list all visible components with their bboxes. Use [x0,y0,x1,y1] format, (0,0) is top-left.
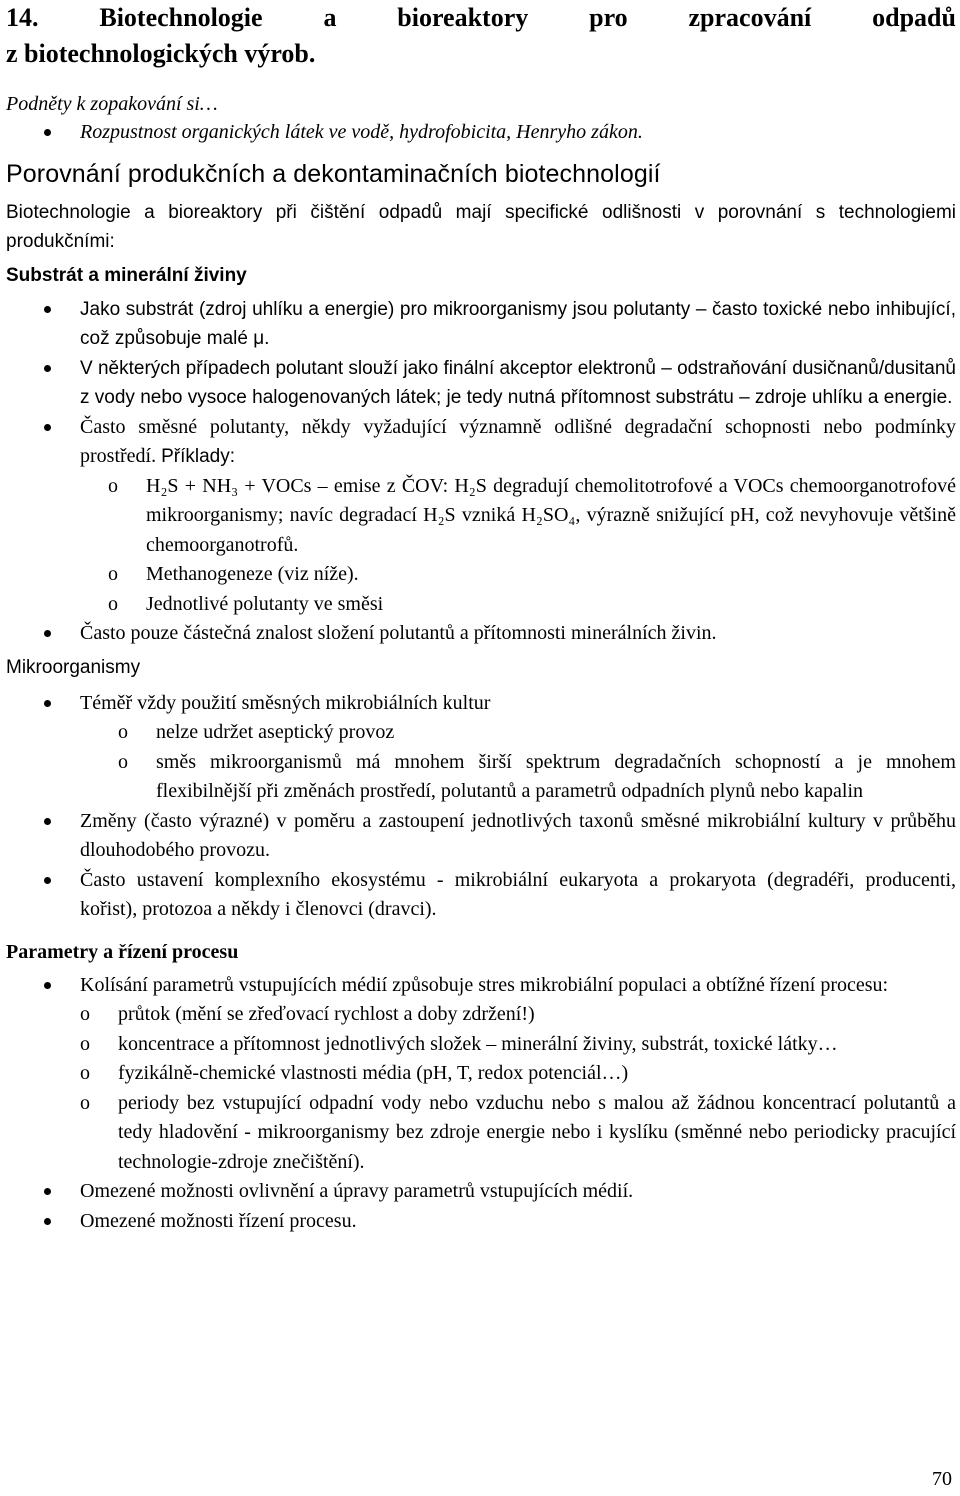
list-item: Často pouze částečná znalost složení polutantů a přítomnosti minerálních živin. [6,619,956,649]
list-item: Omezené možnosti řízení procesu. [6,1207,956,1237]
list-marker: o [80,1091,90,1114]
sub-item [6,1089,956,1178]
mikro-sub-list [80,718,956,807]
sub-item-text: Methanogeneze (viz níže). [146,563,359,585]
chapter-title [6,0,956,72]
title-word: Biotechnologie [99,3,263,32]
sub-item [80,590,956,620]
list-item-text: Často směsné polutanty, někdy vyžadující významně odlišné degradační schopnosti nebo podmínky prostředí. [80,415,956,467]
list-marker: o [118,721,128,743]
subsection-heading-mikro: Mikroorganismy [6,656,141,678]
list-item [6,413,956,620]
list-item: Často ustavení komplexního ekosystému - mikrobiální eukaryota a prokaryota (degradéři, producenti, kořist), protozoa a někdy i členovci (dravci). [6,866,956,925]
review-heading: Podněty k zopakování si… [6,93,218,115]
list-item: Změny (často výrazné) v poměru a zastoupení jednotlivých taxonů směsné mikrobiální kultury v průběhu dlouhodobého provozu. [6,807,956,866]
sub-item-text: periody bez vstupující odpadní vody nebo vzduchu nebo s malou až žádnou koncentrací polutantů a tedy hladovění - mikroorganismy bez zdroje energie nebo i kyslíku (směnné nebo periodicky pracující technologie-zdroje znečištění). [118,1091,956,1173]
list-item [6,689,956,807]
section-heading: Porovnání produkčních a dekontaminačních biotechnologií [6,159,661,188]
sub-item [6,1000,956,1030]
list-marker: o [108,474,118,497]
list-item: Jako substrát (zdroj uhlíku a energie) pro mikroorganismy jsou polutanty – často toxické nebo inhibující, což způsobuje malé μ. [6,295,956,354]
list-item: V některých případech polutant slouží jako finální akceptor elektronů – odstraňování dusičnanů/dusitanů z vody nebo vysoce halogenovaných látek; je tedy nutná přítomnost substrátu – zdroje uhlíku a energie. [6,354,956,413]
title-word: bioreaktory [397,3,529,32]
chapter-title-line1 [6,0,956,36]
sub-item [80,718,956,748]
sub-item-text: směs mikroorganismů má mnohem širší spektrum degradačních schopností a je mnohem flexibilnější při změnách prostředí, polutantů a parametrů odpadních plynů nebo kapalin [156,750,956,802]
sub-item [80,472,956,561]
subsection-heading-substrat: Substrát a minerální živiny [6,264,247,286]
subsection-heading-params: Parametry a řízení procesu [6,940,239,963]
examples-list [80,472,956,620]
list-marker: o [118,750,128,773]
sub-item-text: koncentrace a přítomnost jednotlivých složek – minerální živiny, substrát, toxické látky… [118,1032,838,1055]
list-marker: o [80,1062,90,1084]
mikro-list [6,689,956,925]
list-marker: o [80,1032,90,1055]
title-word: pro [589,3,628,32]
sub-item [80,560,956,590]
examples-label: Příklady: [161,446,236,467]
sub-item [6,1059,956,1089]
chapter-title-line2: z biotechnologických výrob. [6,39,316,68]
list-item-text: Kolísání parametrů vstupujících médií způsobuje stres mikrobiální populaci a obtížné řízení procesu: [80,973,889,996]
params-sub-list [6,1000,956,1177]
list-item [6,971,956,1178]
sub-item [80,748,956,807]
sub-item-text: fyzikálně-chemické vlastnosti média (pH, T, redox potenciál…) [118,1062,629,1084]
title-word: zpracování [688,3,812,32]
sub-item-text: nelze udržet aseptický provoz [156,721,395,743]
list-marker: o [108,563,118,585]
list-marker: o [80,1003,90,1025]
sub-item-text: H₂S + NH₃ + VOCs – emise z ČOV: H₂S degradují chemolitotrofové a VOCs chemoorganotrofové mikroorganismy; navíc degradací H₂S vzniká H₂SO₄, výrazně snižující pH, což nevyhovuje většině chemoorganotrofů. [146,474,956,556]
sub-item-text: Jednotlivé polutanty ve směsi [146,592,384,615]
title-word: a [323,3,337,32]
list-marker: o [108,592,118,615]
substrat-list [6,295,956,649]
title-word: odpadů [872,3,956,32]
list-item: Rozpustnost organických látek ve vodě, hydrofobicita, Henryho zákon. [6,118,956,148]
section-intro: Biotechnologie a bioreaktory při čištění odpadů mají specifické odlišnosti v porovnání s technologiemi produkčními: [6,201,956,252]
params-list [6,971,956,1237]
review-list [6,118,956,148]
chapter-number: 14. [6,3,39,32]
list-item: Omezené možnosti ovlivnění a úpravy parametrů vstupujících médií. [6,1177,956,1207]
sub-item [6,1030,956,1060]
page-number: 70 [932,1468,952,1490]
sub-item-text: průtok (mění se zřeďovací rychlost a doby zdržení!) [118,1003,535,1025]
list-item-text: Téměř vždy použití směsných mikrobiálních kultur [80,691,491,714]
